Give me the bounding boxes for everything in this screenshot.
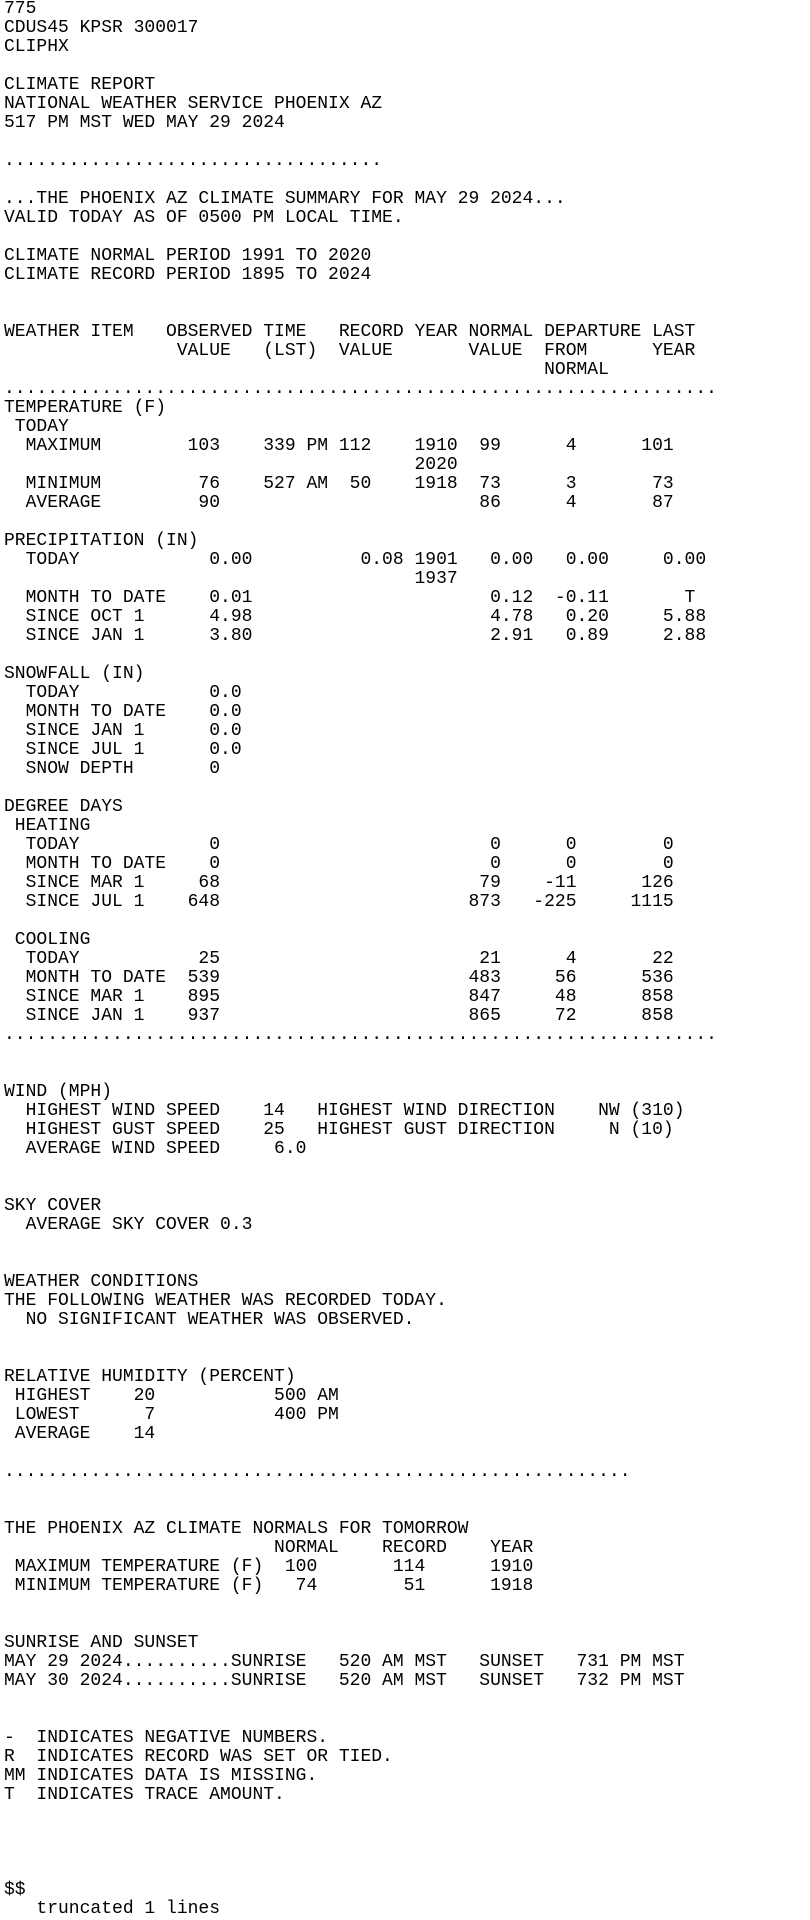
report-line: WEATHER CONDITIONS — [4, 1272, 199, 1292]
blank-line — [4, 171, 810, 190]
report-line: CLIMATE NORMAL PERIOD 1991 TO 2020 — [4, 246, 372, 266]
blank-line — [4, 133, 810, 152]
report-line: $$ — [4, 1880, 26, 1900]
report-line: .......................................................... — [4, 1462, 631, 1482]
blank-line — [4, 1349, 810, 1368]
report-line: SUNRISE AND SUNSET — [4, 1633, 199, 1653]
report-line: LOWEST 7 400 PM — [4, 1405, 339, 1425]
report-line: MAXIMUM 103 339 PM 112 1910 99 4 101 — [4, 436, 674, 456]
report-line: NATIONAL WEATHER SERVICE PHOENIX AZ — [4, 94, 383, 114]
blank-line — [4, 228, 810, 247]
report-line: 1937 — [4, 569, 458, 589]
blank-line — [4, 1710, 810, 1729]
blank-line — [4, 1691, 810, 1710]
report-line: SINCE MAR 1 68 79 -11 126 — [4, 873, 674, 893]
report-line: VALUE (LST) VALUE VALUE FROM YEAR — [4, 341, 696, 361]
report-line: AVERAGE 90 86 4 87 — [4, 493, 674, 513]
report-line: MINIMUM TEMPERATURE (F) 74 51 1918 — [4, 1576, 534, 1596]
report-line: CLIMATE REPORT — [4, 75, 156, 95]
report-line: HIGHEST WIND SPEED 14 HIGHEST WIND DIRECTION NW (310) — [4, 1101, 685, 1121]
report-line: 775 — [4, 0, 37, 19]
report-line: SNOW DEPTH 0 — [4, 759, 221, 779]
blank-line — [4, 1045, 810, 1064]
report-line: THE FOLLOWING WEATHER WAS RECORDED TODAY. — [4, 1291, 447, 1311]
report-line: THE PHOENIX AZ CLIMATE NORMALS FOR TOMORROW — [4, 1519, 469, 1539]
report-line: T INDICATES TRACE AMOUNT. — [4, 1785, 285, 1805]
report-line: HEATING — [4, 816, 91, 836]
blank-line — [4, 1178, 810, 1197]
blank-line — [4, 1444, 810, 1463]
report-line: AVERAGE 14 — [4, 1424, 156, 1444]
report-line: MONTH TO DATE 0 0 0 0 — [4, 854, 674, 874]
report-line: HIGHEST GUST SPEED 25 HIGHEST GUST DIRECTION N (10) — [4, 1120, 674, 1140]
report-line: RELATIVE HUMIDITY (PERCENT) — [4, 1367, 296, 1387]
report-line: SINCE JUL 1 0.0 — [4, 740, 242, 760]
blank-line — [4, 646, 810, 665]
blank-line — [4, 513, 810, 532]
blank-line — [4, 304, 810, 323]
report-line: CLIPHX — [4, 37, 69, 57]
report-line: MAY 30 2024..........SUNRISE 520 AM MST SUNSET 732 PM MST — [4, 1671, 685, 1691]
report-line: AVERAGE SKY COVER 0.3 — [4, 1215, 253, 1235]
report-line: .................................................................. — [4, 379, 717, 399]
report-line: .................................................................. — [4, 1025, 717, 1045]
report-line: DEGREE DAYS — [4, 797, 123, 817]
report-line: TODAY 0.00 0.08 1901 0.00 0.00 0.00 — [4, 550, 707, 570]
blank-line — [4, 57, 810, 76]
blank-line — [4, 1235, 810, 1254]
blank-line — [4, 1843, 810, 1862]
blank-line — [4, 1064, 810, 1083]
report-line: SINCE JUL 1 648 873 -225 1115 — [4, 892, 674, 912]
report-line: NORMAL RECORD YEAR — [4, 1538, 534, 1558]
report-line: VALID TODAY AS OF 0500 PM LOCAL TIME. — [4, 208, 404, 228]
blank-line — [4, 1159, 810, 1178]
blank-line — [4, 1482, 810, 1501]
blank-line — [4, 1805, 810, 1824]
blank-line — [4, 1824, 810, 1843]
report-line: SINCE MAR 1 895 847 48 858 — [4, 987, 674, 1007]
report-line: NO SIGNIFICANT WEATHER WAS OBSERVED. — [4, 1310, 415, 1330]
report-line: R INDICATES RECORD WAS SET OR TIED. — [4, 1747, 393, 1767]
blank-line — [4, 912, 810, 931]
blank-line — [4, 1330, 810, 1349]
report-line: MONTH TO DATE 0.0 — [4, 702, 242, 722]
blank-line — [4, 1615, 810, 1634]
report-line: AVERAGE WIND SPEED 6.0 — [4, 1139, 307, 1159]
report-line: PRECIPITATION (IN) — [4, 531, 199, 551]
blank-line — [4, 779, 810, 798]
report-line: TEMPERATURE (F) — [4, 398, 167, 418]
report-line: 2020 — [4, 455, 458, 475]
report-line: TODAY 25 21 4 22 — [4, 949, 674, 969]
blank-line — [4, 1596, 810, 1615]
report-line: NORMAL — [4, 360, 609, 380]
report-line: SINCE JAN 1 3.80 2.91 0.89 2.88 — [4, 626, 707, 646]
report-line: WIND (MPH) — [4, 1082, 113, 1102]
report-line: MAXIMUM TEMPERATURE (F) 100 114 1910 — [4, 1557, 534, 1577]
report-line: TODAY — [4, 417, 69, 437]
report-line: CLIMATE RECORD PERIOD 1895 TO 2024 — [4, 265, 372, 285]
report-line: ................................... — [4, 151, 383, 171]
report-line: MAY 29 2024..........SUNRISE 520 AM MST SUNSET 731 PM MST — [4, 1652, 685, 1672]
blank-line — [4, 1501, 810, 1520]
report-line: 517 PM MST WED MAY 29 2024 — [4, 113, 285, 133]
blank-line — [4, 1254, 810, 1273]
report-line: ...THE PHOENIX AZ CLIMATE SUMMARY FOR MAY 29 2024... — [4, 189, 566, 209]
report-line: truncated 1 lines — [4, 1899, 221, 1919]
report-line: SINCE OCT 1 4.98 4.78 0.20 5.88 — [4, 607, 707, 627]
report-line: MINIMUM 76 527 AM 50 1918 73 3 73 — [4, 474, 674, 494]
report-line: MONTH TO DATE 0.01 0.12 -0.11 T — [4, 588, 696, 608]
report-line: - INDICATES NEGATIVE NUMBERS. — [4, 1728, 329, 1748]
report-line: TODAY 0.0 — [4, 683, 242, 703]
blank-line — [4, 1862, 810, 1881]
report-line: CDUS45 KPSR 300017 — [4, 18, 199, 38]
report-line: WEATHER ITEM OBSERVED TIME RECORD YEAR NORMAL DEPARTURE LAST — [4, 322, 696, 342]
report-line: MONTH TO DATE 539 483 56 536 — [4, 968, 674, 988]
report-line: TODAY 0 0 0 0 — [4, 835, 674, 855]
report-line: COOLING — [4, 930, 91, 950]
report-line: SKY COVER — [4, 1196, 102, 1216]
blank-line — [4, 285, 810, 304]
report-line: SINCE JAN 1 0.0 — [4, 721, 242, 741]
report-line: SNOWFALL (IN) — [4, 664, 145, 684]
report-line: HIGHEST 20 500 AM — [4, 1386, 339, 1406]
report-line: SINCE JAN 1 937 865 72 858 — [4, 1006, 674, 1026]
report-line: MM INDICATES DATA IS MISSING. — [4, 1766, 318, 1786]
